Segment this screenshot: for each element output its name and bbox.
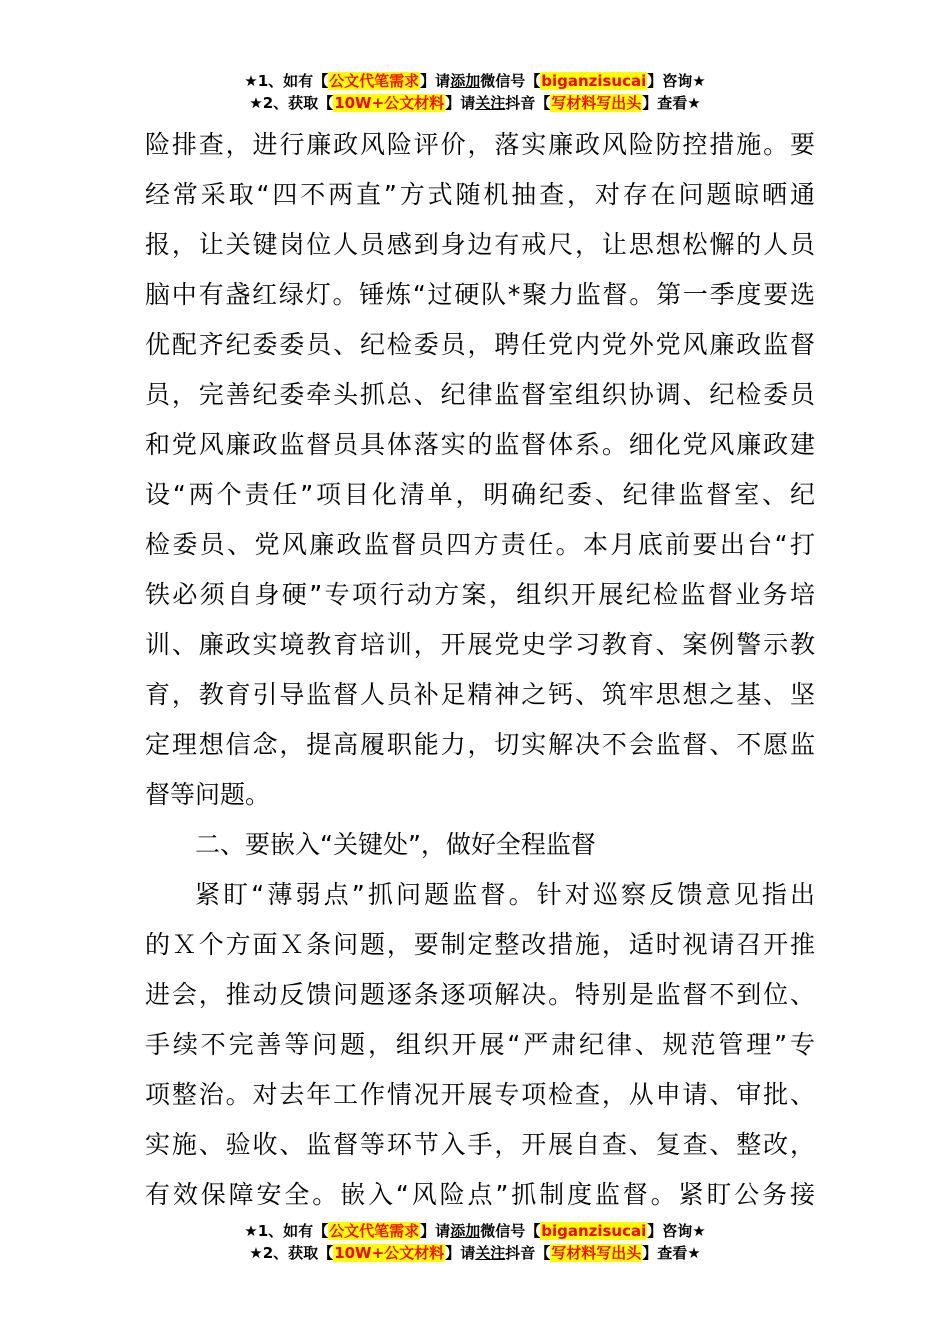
banner-text: 】查看★ [642, 94, 701, 112]
body-line: 设“两个责任”项目化清单，明确纪委、纪律监督室、纪 [145, 480, 815, 509]
body-line: 紧盯“薄弱点”抓问题监督。针对巡察反馈意见指出 [195, 880, 815, 909]
body-line: 铁必须自身硬”专项行动方案，组织开展纪检监督业务培 [145, 580, 815, 609]
banner-highlight: 公文代笔需求 [329, 1222, 420, 1240]
banner-text: ★1、如有【 [244, 72, 329, 90]
section-heading: 二、要嵌入“关键处”，做好全程监督 [195, 830, 596, 859]
banner-highlight: biganzisucai [541, 72, 647, 90]
banner-highlight: biganzisucai [541, 1222, 647, 1240]
body-line: 报，让关键岗位人员感到身边有戒尺，让思想松懈的人员 [145, 230, 815, 259]
body-line: 定理想信念，提高履职能力，切实解决不会监督、不愿监 [145, 730, 815, 759]
banner-text: 】请 [445, 1244, 476, 1262]
document-body [145, 120, 815, 1220]
banner-line-1 [0, 70, 950, 92]
body-line: 训、廉政实境教育培训，开展党史学习教育、案例警示教 [145, 630, 815, 659]
body-line: 险排查，进行廉政风险评价，落实廉政风险防控措施。要 [145, 130, 815, 159]
banner-text: 】请 [445, 94, 476, 112]
banner-text: 】请 [420, 72, 451, 90]
body-line: 督等问题。 [145, 780, 271, 809]
banner-line-2 [0, 92, 950, 114]
banner-text: 】咨询★ [647, 72, 706, 90]
banner-underlined-text: 关注 [475, 94, 506, 112]
body-line: 进会，推动反馈问题逐条逐项解决。特别是监督不到位、 [145, 980, 815, 1009]
banner-text: 微信号【 [480, 72, 541, 90]
footer-banner [0, 1220, 950, 1264]
body-line: 有效保障安全。嵌入“风险点”抓制度监督。紧盯公务接 [145, 1180, 815, 1209]
body-line: 的Ｘ个方面Ｘ条问题，要制定整改措施，适时视请召开推 [145, 930, 815, 959]
banner-text: ★2、获取【 [249, 94, 334, 112]
banner-line-2 [0, 1242, 950, 1264]
header-banner [0, 70, 950, 114]
banner-text: 抖音【 [505, 1244, 551, 1262]
body-line: 实施、验收、监督等环节入手，开展自查、复查、整改， [145, 1130, 815, 1159]
banner-text: 微信号【 [480, 1222, 541, 1240]
banner-text: 】查看★ [642, 1244, 701, 1262]
banner-text: 抖音【 [505, 94, 551, 112]
banner-text: 】请 [420, 1222, 451, 1240]
banner-underlined-text: 关注 [475, 1244, 506, 1262]
banner-highlight: 10W+公文材料 [334, 1244, 445, 1262]
body-line: 项整治。对去年工作情况开展专项检查，从申请、审批、 [145, 1080, 815, 1109]
banner-text: 】咨询★ [647, 1222, 706, 1240]
banner-underlined-text: 添加 [450, 72, 481, 90]
banner-underlined-text: 添加 [450, 1222, 481, 1240]
banner-highlight: 写材料写出头 [551, 1244, 642, 1262]
body-line: 经常采取“四不两直”方式随机抽查，对存在问题晾晒通 [145, 180, 815, 209]
body-line: 手续不完善等问题，组织开展“严肃纪律、规范管理”专 [145, 1030, 815, 1059]
banner-highlight: 公文代笔需求 [329, 72, 420, 90]
banner-highlight: 写材料写出头 [551, 94, 642, 112]
body-line: 检委员、党风廉政监督员四方责任。本月底前要出台“打 [145, 530, 815, 559]
banner-highlight: 10W+公文材料 [334, 94, 445, 112]
body-line: 优配齐纪委委员、纪检委员，聘任党内党外党风廉政监督 [145, 330, 815, 359]
body-line: 脑中有盏红绿灯。锤炼“过硬队*聚力监督。第一季度要选 [145, 280, 815, 309]
banner-line-1 [0, 1220, 950, 1242]
body-line: 和党风廉政监督员具体落实的监督体系。细化党风廉政建 [145, 430, 815, 459]
banner-text: ★1、如有【 [244, 1222, 329, 1240]
body-line: 员，完善纪委牵头抓总、纪律监督室组织协调、纪检委员 [145, 380, 815, 409]
banner-text: ★2、获取【 [249, 1244, 334, 1262]
body-line: 育，教育引导监督人员补足精神之钙、筑牢思想之基、坚 [145, 680, 815, 709]
